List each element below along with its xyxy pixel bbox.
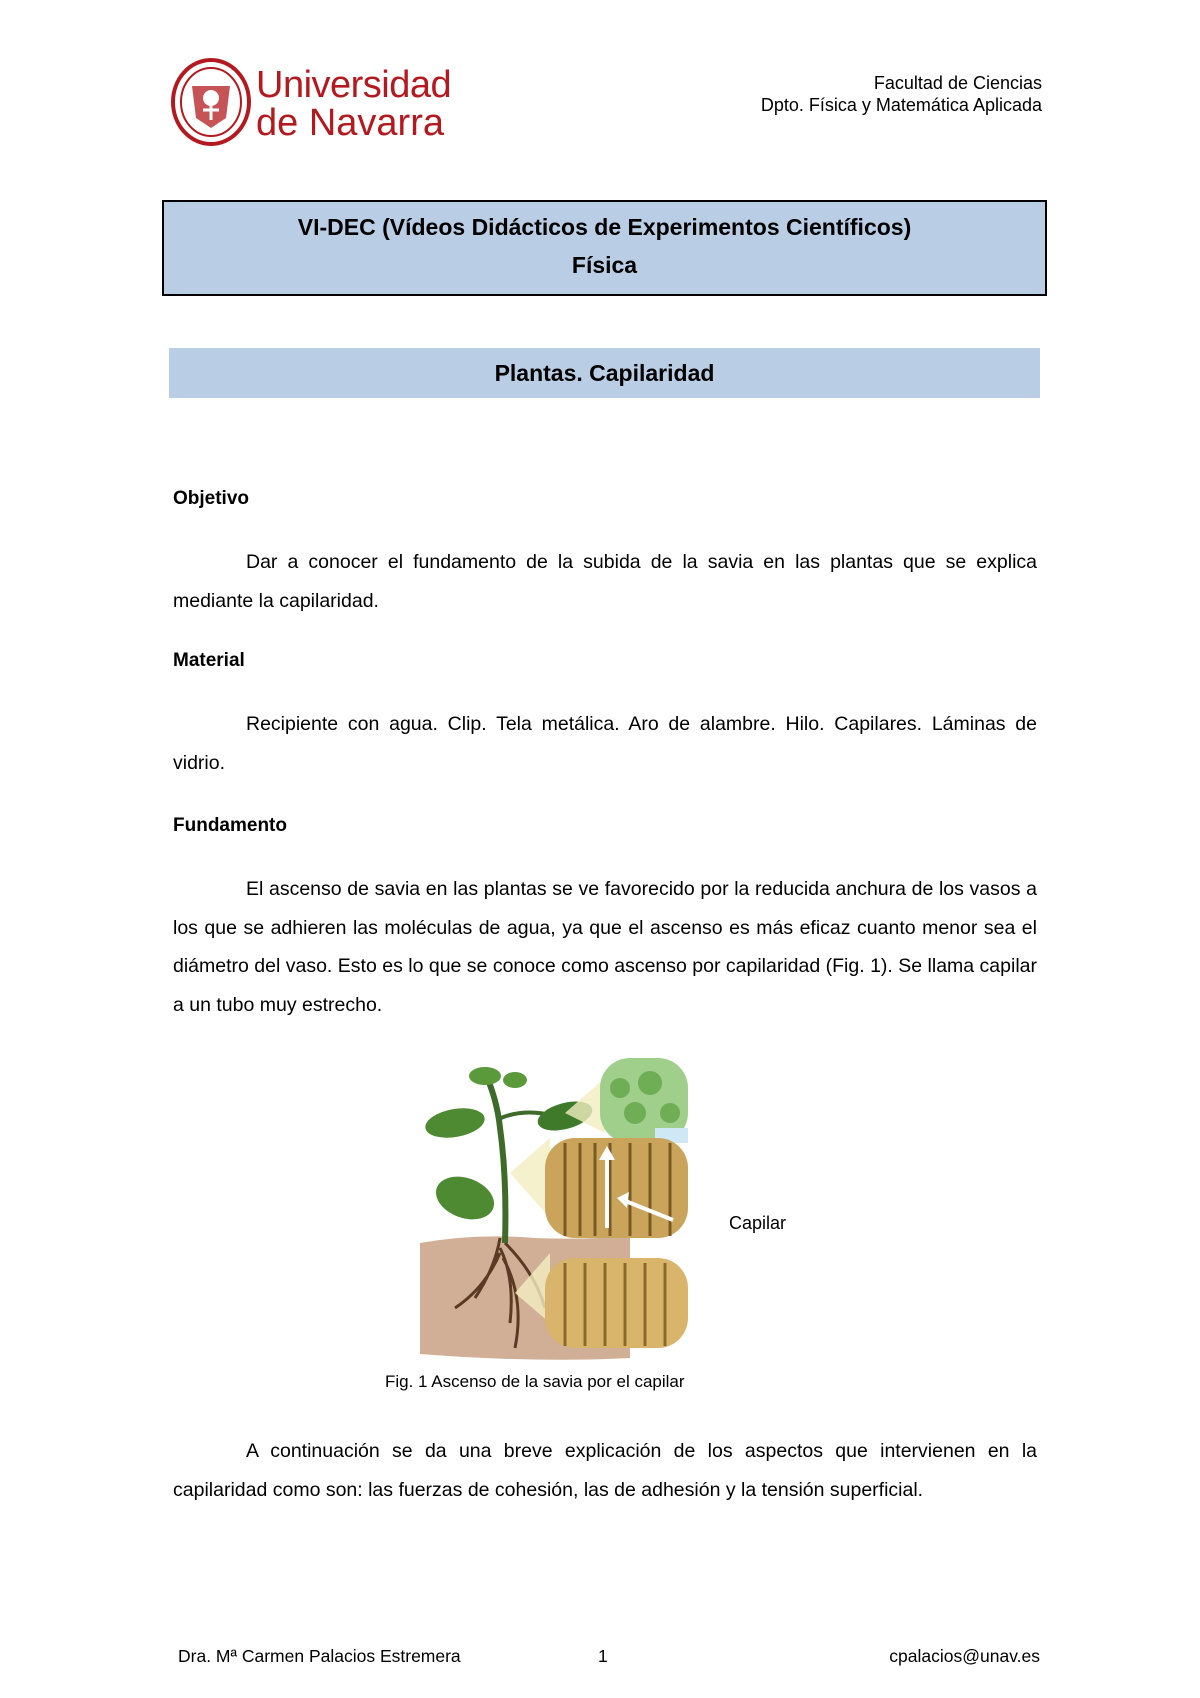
document-subject: Física [571,252,638,278]
university-name-line1: Universidad [256,64,452,106]
section-heading-fundamento: Fundamento [173,815,287,836]
footer-author: Dra. Mª Carmen Palacios Estremera [178,1646,461,1666]
paragraph-objetivo: Dar a conocer el fundamento de la subida de la savia en las plantas que se explica mediante la capilaridad. [173,551,1037,612]
university-seal-icon [170,58,252,146]
document-title-box [162,200,1047,296]
section-heading-objetivo: Objetivo [173,488,250,509]
experiment-title: Plantas. Capilaridad [169,348,1040,398]
paragraph-continuacion: A continuación se da una breve explicación de los aspectos que intervienen en la capilaridad como son: las fuerzas de cohesión, las de adhesión y la tensión superficial. [173,1440,1037,1501]
department-name: Dpto. Física y Matemática Aplicada [760,95,1042,115]
university-name-line2: de Navarra [256,102,444,144]
figure-caption: Fig. 1 Ascenso de la savia por el capilar [385,1372,685,1391]
footer-email[interactable]: cpalacios@unav.es [889,1646,1040,1666]
paragraph-fundamento: El ascenso de savia en las plantas se ve favorecido por la reducida anchura de los vasos a los que se adhieren las moléculas de agua, ya que el ascenso es más eficaz cuanto menor sea el diámetro del vaso. Esto es lo que se conoce como ascenso por capilaridad (Fig. 1). Se llama capilar a un tubo muy estrecho. [173,878,1037,1016]
figure-label-capilar: Capilar [729,1213,787,1233]
faculty-name: Facultad de Ciencias [873,73,1042,93]
section-heading-material: Material [173,650,245,671]
paragraph-material: Recipiente con agua. Clip. Tela metálica. Aro de alambre. Hilo. Capilares. Láminas de vidrio. [173,713,1037,774]
university-logo [160,52,452,152]
page-number: 1 [598,1646,608,1666]
document-title: VI-DEC (Vídeos Didácticos de Experimentos Científicos) [297,214,912,240]
